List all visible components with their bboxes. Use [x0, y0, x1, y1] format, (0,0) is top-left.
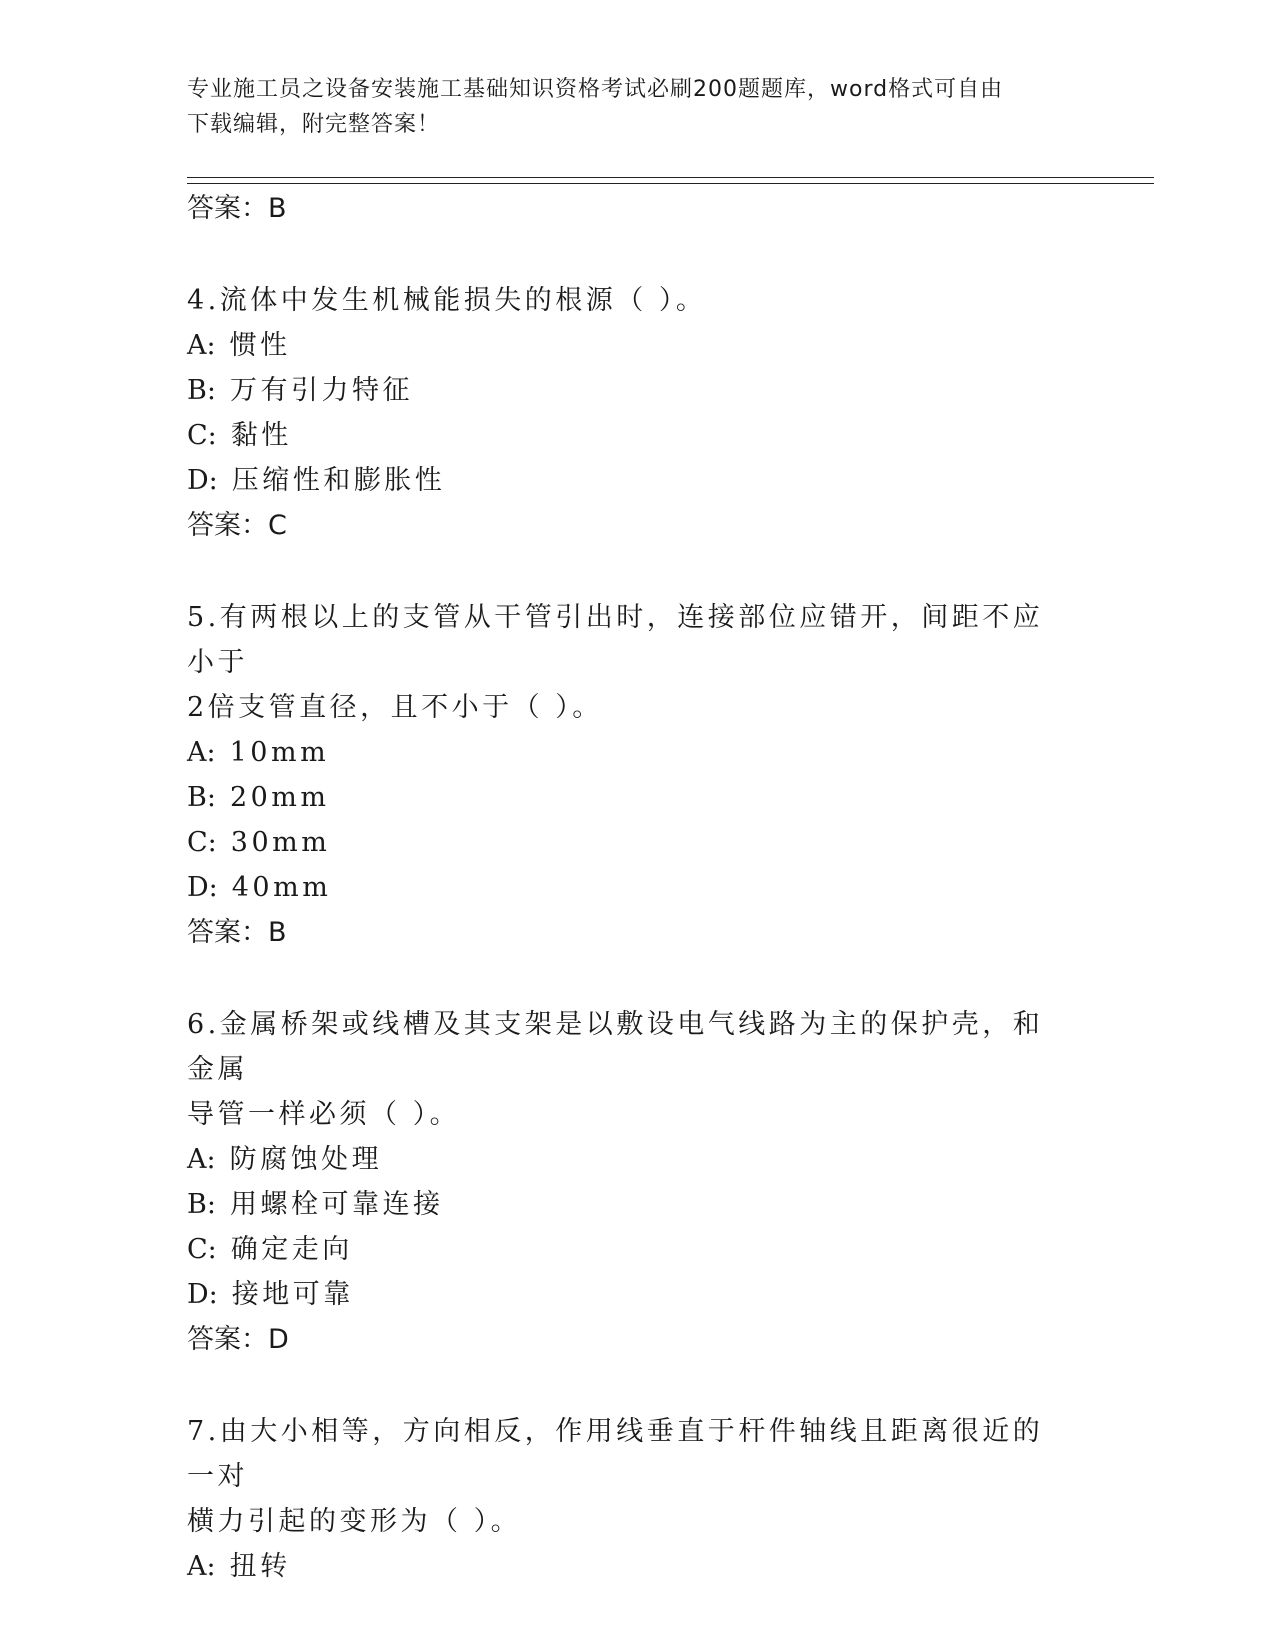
- spacer: [187, 1362, 1067, 1409]
- option-text: 用螺栓可靠连接: [229, 1189, 444, 1220]
- option-a: [187, 323, 1067, 368]
- option-letter: B:: [187, 1189, 216, 1220]
- option-text: 接地可靠: [231, 1279, 354, 1310]
- question-text-line: 4.流体中发生机械能损失的根源（ ）。: [187, 285, 707, 316]
- option-b: [187, 775, 1067, 820]
- option-text: 30mm: [230, 827, 331, 858]
- option-text: 万有引力特征: [229, 375, 413, 406]
- question-text-line: 2倍支管直径，且不小于（ ）。: [187, 692, 603, 723]
- answer-line: 答案：C: [187, 510, 287, 541]
- option-d: [187, 865, 1067, 910]
- spacer: [187, 548, 1067, 595]
- question-text-line: 横力引起的变形为（ ）。: [187, 1506, 522, 1537]
- option-letter: C:: [187, 1234, 217, 1265]
- option-a: [187, 1544, 1067, 1589]
- option-letter: D:: [187, 872, 218, 903]
- option-letter: B:: [187, 782, 216, 813]
- option-letter: D:: [187, 465, 218, 496]
- option-text: 黏性: [230, 420, 292, 451]
- header-line-1: 专业施工员之设备安装施工基础知识资格考试必刷200题题库，word格式可自由: [187, 77, 1004, 102]
- option-text: 10mm: [229, 737, 330, 768]
- option-letter: A:: [187, 737, 216, 768]
- option-text: 40mm: [231, 872, 332, 903]
- option-letter: C:: [187, 827, 217, 858]
- spacer: [187, 955, 1067, 1002]
- option-c: [187, 1227, 1067, 1272]
- question-6: [187, 1002, 1067, 1362]
- option-a: [187, 1137, 1067, 1182]
- option-letter: C:: [187, 420, 217, 451]
- option-text: 确定走向: [230, 1234, 353, 1265]
- document-header: [187, 72, 1067, 142]
- question-4: [187, 278, 1067, 548]
- option-letter: D:: [187, 1279, 218, 1310]
- answer-line: 答案：B: [187, 193, 287, 224]
- question-text-line: 6.金属桥架或线槽及其支架是以敷设电气线路为主的保护壳，和金属: [187, 1009, 1044, 1085]
- question-list: [187, 186, 1067, 1589]
- option-c: [187, 413, 1067, 458]
- option-text: 防腐蚀处理: [229, 1144, 383, 1175]
- option-a: [187, 730, 1067, 775]
- option-letter: A:: [187, 330, 216, 361]
- spacer: [187, 231, 1067, 278]
- option-b: [187, 1182, 1067, 1227]
- option-text: 扭转: [229, 1551, 291, 1582]
- option-text: 惯性: [229, 330, 291, 361]
- answer-line: 答案：D: [187, 1324, 289, 1355]
- header-divider-top: [187, 177, 1154, 178]
- option-text: 压缩性和膨胀性: [231, 465, 446, 496]
- option-d: [187, 458, 1067, 503]
- option-d: [187, 1272, 1067, 1317]
- option-letter: B:: [187, 375, 216, 406]
- option-text: 20mm: [229, 782, 330, 813]
- header-divider-bottom: [187, 183, 1154, 184]
- question-text-line: 7.由大小相等，方向相反，作用线垂直于杆件轴线且距离很近的一对: [187, 1416, 1044, 1492]
- question-7: [187, 1409, 1067, 1589]
- header-line-2: 下载编辑，附完整答案！: [187, 112, 441, 137]
- question-text-line: 5.有两根以上的支管从干管引出时，连接部位应错开，间距不应小于: [187, 602, 1044, 678]
- option-letter: A:: [187, 1144, 216, 1175]
- answer-line: 答案：B: [187, 917, 287, 948]
- option-letter: A:: [187, 1551, 216, 1582]
- question-5: [187, 595, 1067, 955]
- question-text-line: 导管一样必须（ ）。: [187, 1099, 461, 1130]
- option-c: [187, 820, 1067, 865]
- option-b: [187, 368, 1067, 413]
